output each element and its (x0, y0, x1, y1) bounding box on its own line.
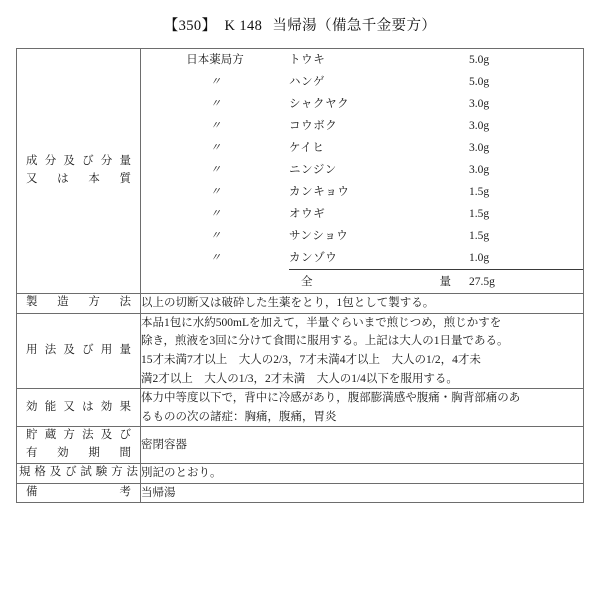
storage-text: 密閉容器 (141, 438, 187, 451)
dosage-line-1: 本品1包に水約500mLを加えて，半量ぐらいまで煎じつめ，煎じかすを (141, 316, 502, 329)
table-row-dosage (17, 313, 584, 389)
ingredient-row (141, 137, 583, 159)
ingredient-source: 〃 (210, 207, 220, 220)
row-value-remarks (141, 483, 584, 503)
ingredient-row (141, 93, 583, 115)
remarks-text: 当帰湯 (141, 486, 176, 499)
dosage-line-3: 15才未満7才以上 大人の2/3，7才未満4才以上 大人の1/2，4才未 (141, 353, 481, 366)
manufacturing-label: 製造方法 (26, 296, 131, 309)
row-label-efficacy (17, 389, 141, 427)
row-label-manufacturing (17, 294, 141, 314)
ingredient-name: カンキョウ (289, 185, 350, 198)
storage-label-line2: 有効期間 (26, 447, 131, 460)
ingredient-source: 〃 (210, 229, 220, 242)
row-value-efficacy (141, 389, 584, 427)
ingredient-amount: 1.0g (469, 247, 583, 270)
row-label-dosage (17, 313, 141, 389)
title-number: 【350】 (163, 18, 217, 34)
remarks-label: 備考 (26, 486, 131, 499)
composition-label-line2: 又は本質 (26, 173, 131, 185)
title-name: 当帰湯（備急千金要方） (272, 18, 437, 34)
ingredient-row (141, 225, 583, 247)
table-row-manufacturing (17, 294, 584, 314)
total-amount: 27.5g (469, 275, 495, 288)
ingredient-name: オウギ (289, 207, 326, 220)
ingredients-table (141, 49, 583, 293)
ingredient-source: 〃 (210, 75, 220, 88)
specification-table (16, 48, 584, 503)
ingredient-amount: 1.5g (469, 229, 490, 242)
ingredient-amount: 1.5g (469, 207, 490, 220)
row-label-specification (17, 464, 141, 484)
row-label-storage (17, 427, 141, 464)
ingredient-name: ケイヒ (289, 141, 325, 154)
ingredient-row (141, 49, 583, 71)
ingredient-row (141, 71, 583, 93)
ingredient-name: カンゾウ (289, 247, 469, 270)
ingredient-name: シャクヤク (289, 97, 350, 110)
ingredient-amount: 5.0g (469, 53, 490, 66)
ingredient-row (141, 159, 583, 181)
title-code: K 148 (224, 18, 263, 34)
ingredient-amount: 5.0g (469, 75, 490, 88)
ingredient-name: コウボク (289, 119, 338, 132)
composition-label-line1: 成分及び分量 (26, 155, 131, 168)
specification-text: 別記のとおり。 (141, 467, 222, 479)
ingredient-name: サンショウ (289, 229, 349, 242)
ingredient-row (141, 115, 583, 137)
ingredient-name: ニンジン (289, 163, 337, 176)
specification-label: 規格及び試験方法 (19, 466, 138, 479)
efficacy-label: 効能又は効果 (26, 400, 131, 413)
ingredient-source: 〃 (210, 119, 220, 132)
page-title (0, 14, 600, 35)
row-value-specification (141, 464, 584, 484)
table-row-specification (17, 464, 584, 484)
row-value-manufacturing (141, 294, 584, 314)
ingredient-amount: 3.0g (469, 119, 490, 132)
ingredient-source: 日本薬局方 (186, 53, 244, 66)
table-row-composition (17, 49, 584, 294)
ingredient-row (141, 181, 583, 203)
ingredient-source: 〃 (210, 163, 220, 176)
ingredient-amount: 1.5g (469, 185, 490, 198)
row-value-composition (141, 49, 584, 294)
row-value-storage (141, 427, 584, 464)
ingredient-total-row (141, 270, 583, 294)
ingredient-source: 〃 (210, 97, 220, 110)
ingredient-amount: 3.0g (469, 141, 490, 154)
ingredient-name: ハンゲ (289, 75, 326, 88)
row-label-remarks (17, 483, 141, 503)
dosage-label: 用法及び用量 (26, 343, 131, 356)
total-spacer (141, 270, 289, 294)
dosage-line-4: 満2才以上 大人の1/3，2才未満 大人の1/4以下を服用する。 (141, 372, 458, 385)
ingredient-amount: 3.0g (469, 97, 490, 110)
efficacy-line-1: 体力中等度以下で，背中に冷感があり，腹部膨満感や腹痛・胸背部痛のあ (141, 392, 521, 405)
ingredient-row (141, 247, 583, 270)
ingredient-source: 〃 (210, 185, 220, 198)
ingredient-row (141, 203, 583, 225)
table-row-efficacy (17, 389, 584, 427)
ingredient-source: 〃 (210, 251, 220, 264)
efficacy-line-2: るものの次の諸症：胸痛，腹痛，胃炎 (141, 410, 337, 423)
table-row-remarks (17, 483, 584, 503)
row-value-dosage (141, 313, 584, 389)
dosage-line-2: 除き，煎液を3回に分けて食間に服用する。上記は大人の1日量である。 (141, 335, 509, 348)
ingredient-amount: 3.0g (469, 163, 490, 176)
total-label: 全 量 (301, 275, 451, 288)
ingredient-name: トウキ (289, 53, 326, 66)
table-row-storage (17, 427, 584, 464)
storage-label-line1: 貯蔵方法及び (26, 429, 131, 442)
ingredient-source: 〃 (210, 141, 220, 154)
manufacturing-text: 以上の切断又は破砕した生薬をとり，1包として製する。 (141, 297, 435, 309)
row-label-composition (17, 49, 141, 294)
